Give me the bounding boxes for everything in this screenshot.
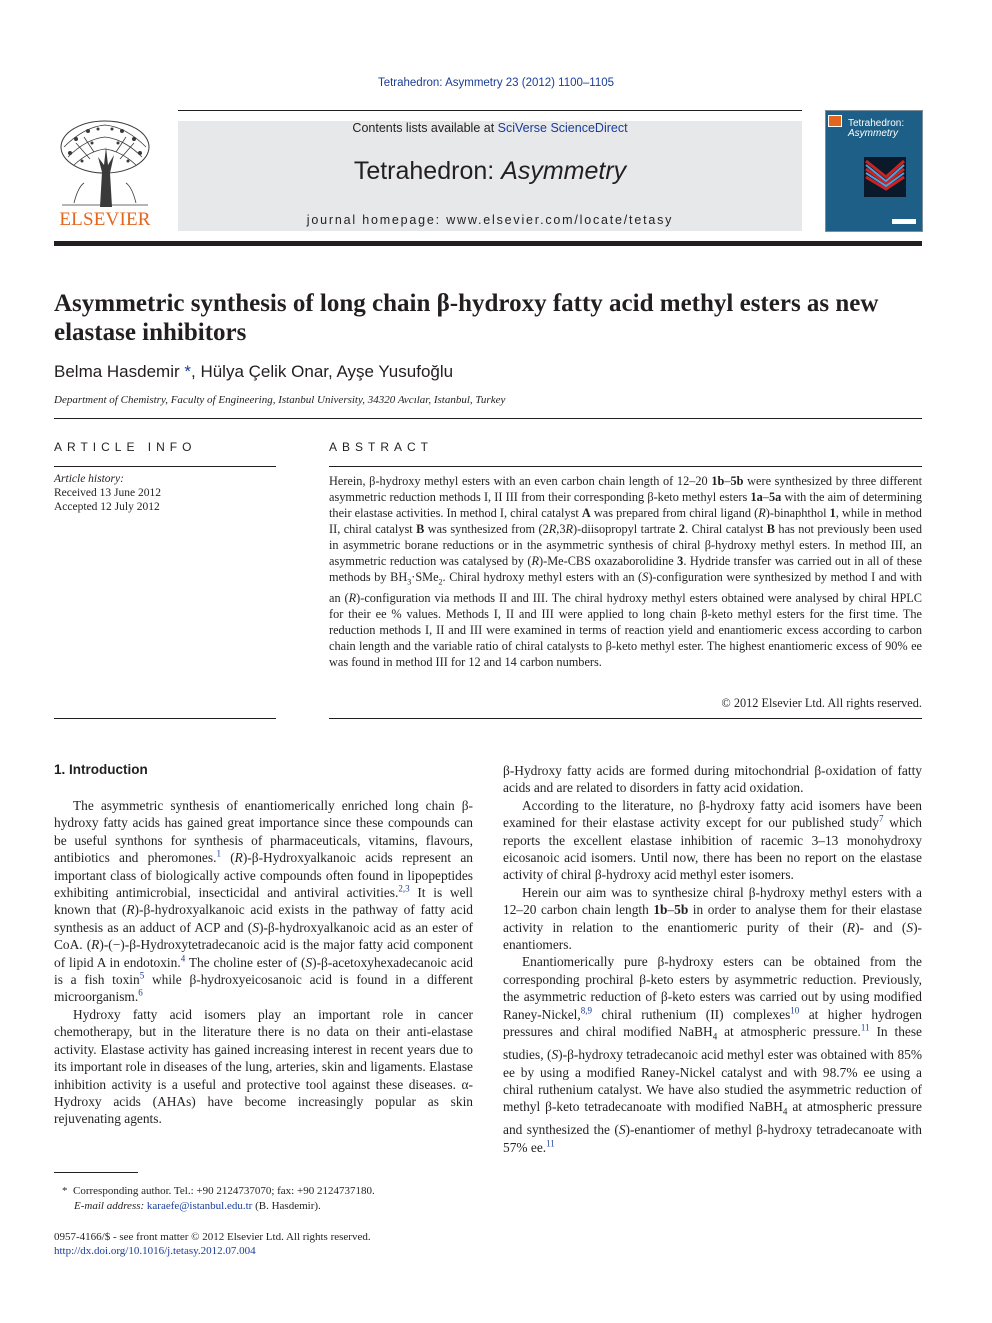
abstract-rule: [329, 466, 922, 467]
corresponding-author-mark[interactable]: *: [179, 362, 191, 381]
article-info-bottom-rule: [54, 718, 276, 719]
corresponding-author-text: Corresponding author. Tel.: +90 2124737070; fax: +90 2124737180.: [73, 1185, 375, 1197]
accepted-date: Accepted 12 July 2012: [54, 501, 160, 513]
cover-title-main: Tetrahedron:: [848, 118, 905, 129]
paragraph: Herein our aim was to synthesize chiral β-hydroxy methyl esters with a 12–20 carbon chain length 1b–5b in order to analyse them for their elastase activity in relation to the enantiomeric purity of their (R)- and (S)-enantiomers.: [503, 884, 922, 953]
elsevier-logo: [54, 117, 156, 233]
paragraph: Hydroxy fatty acid isomers play an important role in cancer chemotherapy, but in the literature there is no data on their anti-elastase activity. Elastase activity has gained increasing interest in recent years due to its important role in diseases of the lung, arteries, skin and ligaments. Elastase inhibition activity is a useful and protective tool against these diseases. α-Hydroxy acids (AHAs) have become increasingly popular as skin rejuvenating agents.: [54, 1006, 473, 1127]
paragraph: Enantiomerically pure β-hydroxy esters can be obtained from the corresponding prochiral β-keto esters by asymmetric reduction. Previously, the asymmetric reduction of β-keto esters was carried out by using modified Raney-Nickel,$^{8,9}$ chiral ruthenium (II) complexes$^{10}$ at higher hydrogen pressures and chiral modified NaBH$_4$ at atmospheric pressure.$^{11}$ In these studies, (S)-β-hydroxy tetradecanoic acid methyl ester was obtained with 85% ee by using a modified Raney-Nickel catalyst and with 98.7% ee using a chiral ruthenium catalyst. We have also studied the asymmetric reduction of methyl β-keto tetradecanoate with modified NaBH$_4$ at atmospheric pressure and synthesized the (S)-enantiomer of methyl β-hydroxy tetradecanoate with 57% ee.$^{11}$: [503, 954, 923, 1155]
article-info-heading: ARTICLE INFO: [54, 440, 197, 454]
journal-header-band: [178, 121, 802, 231]
doi-link[interactable]: http://dx.doi.org/10.1016/j.tetasy.2012.07.004: [54, 1245, 256, 1257]
author-list: [54, 362, 453, 382]
publisher-name: ELSEVIER: [59, 209, 151, 230]
corresponding-author-note: * Corresponding author. Tel.: +90 2124737070; fax: +90 2124737180.: [62, 1185, 375, 1197]
email-label: E-mail address:: [74, 1200, 147, 1212]
received-date: Received 13 June 2012: [54, 487, 161, 499]
paragraph: The asymmetric synthesis of enantiomerically enriched long chain β-hydroxy fatty acids has gained great importance since these compounds can be useful synthons for synthesis of pharmaceuticals, vitamins, flavours, antibiotics and pheromones.$^1$ (R)-β-Hydroxyalkanoic acids represent an important class of biologically active compounds often found in lipopeptides exhibiting antimicrobial, insecticidal and antiviral activities.$^{2,3}$ It is well known that (R)-β-hydroxyalkanoic acid exists in the pathway of fatty acid synthesis as an adduct of ACP and (S)-β-hydroxyalkanoic acid as an ester of CoA. (R)-(−)-β-Hydroxytetradecanoic acid is the major fatty acid component of lipid A in endotoxin.$^4$ The choline ester of (S)-β-acetoxyhexadecanoic acid is a fish toxin$^5$ while β-hydroxyeicosanoic acid is found in a different microorganism.$^6$: [54, 798, 474, 1005]
journal-title: [178, 157, 802, 186]
email-note: [54, 1199, 473, 1214]
journal-homepage[interactable]: journal homepage: www.elsevier.com/locate/tetasy: [306, 213, 674, 227]
paragraph: According to the literature, no β-hydroxy fatty acid isomers have been examined for their elastase activity except for our published study$^7$ which reports the excellent elastase inhibition of racemic 3–13 monohydroxy eicosanoic acid isomers. Until now, there has been no report on the elastase activity of chiral β-hydroxy acid methyl ester isomers.: [503, 797, 923, 883]
email-suffix: (B. Hasdemir).: [252, 1200, 321, 1212]
journal-title-italic: Asymmetry: [501, 157, 627, 185]
contents-line: [178, 121, 802, 135]
footnotes: [54, 1184, 473, 1214]
cover-art-icon: [826, 111, 922, 231]
body-column-left: [54, 797, 473, 1128]
elsevier-tree-icon: [54, 117, 156, 209]
contents-prefix: Contents lists available at: [352, 121, 498, 135]
abstract-bottom-rule: [329, 718, 922, 719]
article-info-rule: [54, 466, 276, 467]
copyright-notice: © 2012 Elsevier Ltd. All rights reserved.: [721, 696, 922, 710]
header-rule: [178, 110, 802, 111]
history-label: Article history:: [54, 473, 124, 485]
abstract-text: Herein, β-hydroxy methyl esters with an even carbon chain length of 12–20 1b–5b were synthesized by three different asymmetric reduction methods I, II III from their corresponding β-keto methyl esters 1a–5a with the aim of determining their elastase activities. In method I, chiral catalyst A was prepared from chiral ligand (R)-binaphthol 1, while in method II, chiral catalyst B was synthesized from (2R,3R)-diisopropyl tartrate 2. Chiral catalyst B has not previously been used in asymmetric borane reductions or in the asymmetric synthesis of chiral β-hydroxy methyl esters. In method III, an asymmetric reduction was catalysed by (R)-Me-CBS oxazaborolidine 3. Hydride transfer was carried out in all of these methods by $BH_3\cdot SMe_2$. Chiral hydroxy methyl esters with an (S)-configuration were synthesized by method I and with an (R)-configuration via methods II and III. The chiral hydroxy methyl esters obtained were analysed by chiral HPLC for their ee % values. Methods I, II and III were applied to long chain β-keto methyl esters for the first time. The reduction methods I, II and III were examined in terms of reaction yield and enantiomeric excess according to carbon chain length and the variable ratio of chiral catalysts to β-keto methyl ester. The highest enantiomeric excess of 90% ee was found in method III for 12 and 14 carbon numbers.: [329, 474, 923, 670]
email-link[interactable]: karaefe@istanbul.edu.tr: [146, 1200, 253, 1212]
journal-title-main: Tetrahedron:: [353, 157, 502, 185]
abstract-heading: ABSTRACT: [329, 440, 434, 454]
article-history: [54, 472, 161, 514]
section-heading-introduction: 1. Introduction: [54, 762, 148, 777]
sciencedirect-link[interactable]: SciVerse ScienceDirect: [497, 121, 628, 135]
front-matter-info: [54, 1230, 371, 1258]
journal-citation[interactable]: Tetrahedron: Asymmetry 23 (2012) 1100–1105: [377, 77, 615, 89]
article-title: Asymmetric synthesis of long chain β-hydroxy fatty acid methyl esters as new elastase inhibitors: [54, 290, 879, 346]
header-thick-rule: [54, 241, 922, 246]
cover-title-italic: Asymmetry: [848, 128, 898, 139]
issn-line: 0957-4166/$ - see front matter © 2012 Elsevier Ltd. All rights reserved.: [54, 1231, 371, 1243]
body-column-right: [503, 762, 922, 1156]
paragraph: β-Hydroxy fatty acids are formed during mitochondrial β-oxidation of fatty acids and are related to disorders in fatty acid oxidation.: [503, 763, 922, 796]
author-name: Belma Hasdemir: [54, 362, 180, 381]
affiliation: Department of Chemistry, Faculty of Engineering, Istanbul University, 34320 Avcılar, Istanbul, Turkey: [54, 394, 506, 406]
affiliation-rule: [54, 418, 922, 419]
author-names-rest: , Hülya Çelik Onar, Ayşe Yusufoğlu: [191, 362, 454, 381]
journal-cover-image: [825, 110, 923, 232]
footnote-rule: [54, 1172, 138, 1173]
